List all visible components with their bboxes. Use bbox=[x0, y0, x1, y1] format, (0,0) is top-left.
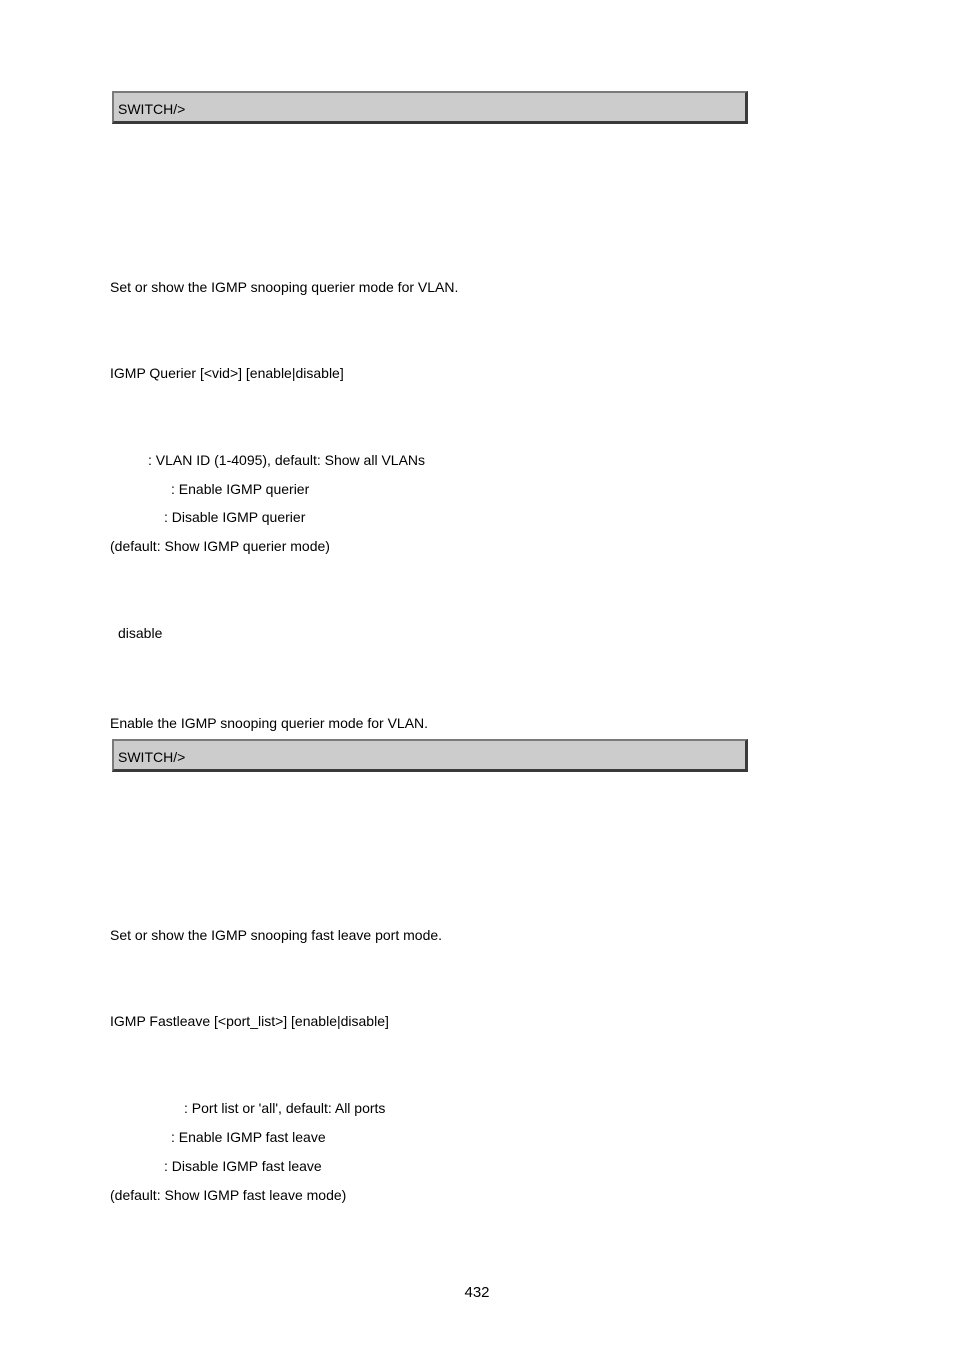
querier-example-description: Enable the IGMP snooping querier mode for VLAN. bbox=[110, 715, 429, 731]
querier-description: Set or show the IGMP snooping querier mode for VLAN. bbox=[110, 279, 459, 295]
command-prompt-box bbox=[112, 91, 748, 124]
querier-default-value: disable bbox=[118, 625, 163, 641]
fastleave-param-port-list: : Port list or 'all', default: All ports bbox=[184, 1100, 386, 1116]
querier-param-disable: : Disable IGMP querier bbox=[164, 509, 306, 525]
command-prompt-box bbox=[112, 739, 748, 772]
querier-param-enable: : Enable IGMP querier bbox=[171, 481, 310, 497]
fastleave-description: Set or show the IGMP snooping fast leave port mode. bbox=[110, 927, 443, 943]
fastleave-param-enable: : Enable IGMP fast leave bbox=[171, 1129, 326, 1145]
querier-param-vid: : VLAN ID (1-4095), default: Show all VLANs bbox=[148, 452, 426, 468]
command-prompt-text: SWITCH/> bbox=[118, 749, 186, 765]
querier-syntax: IGMP Querier [<vid>] [enable|disable] bbox=[110, 365, 344, 381]
fastleave-param-default: (default: Show IGMP fast leave mode) bbox=[110, 1187, 347, 1203]
fastleave-syntax: IGMP Fastleave [<port_list>] [enable|disable] bbox=[110, 1013, 389, 1029]
querier-param-default: (default: Show IGMP querier mode) bbox=[110, 538, 330, 554]
fastleave-param-disable: : Disable IGMP fast leave bbox=[164, 1158, 322, 1174]
page-number: 432 bbox=[464, 1284, 490, 1301]
command-prompt-text: SWITCH/> bbox=[118, 101, 186, 117]
